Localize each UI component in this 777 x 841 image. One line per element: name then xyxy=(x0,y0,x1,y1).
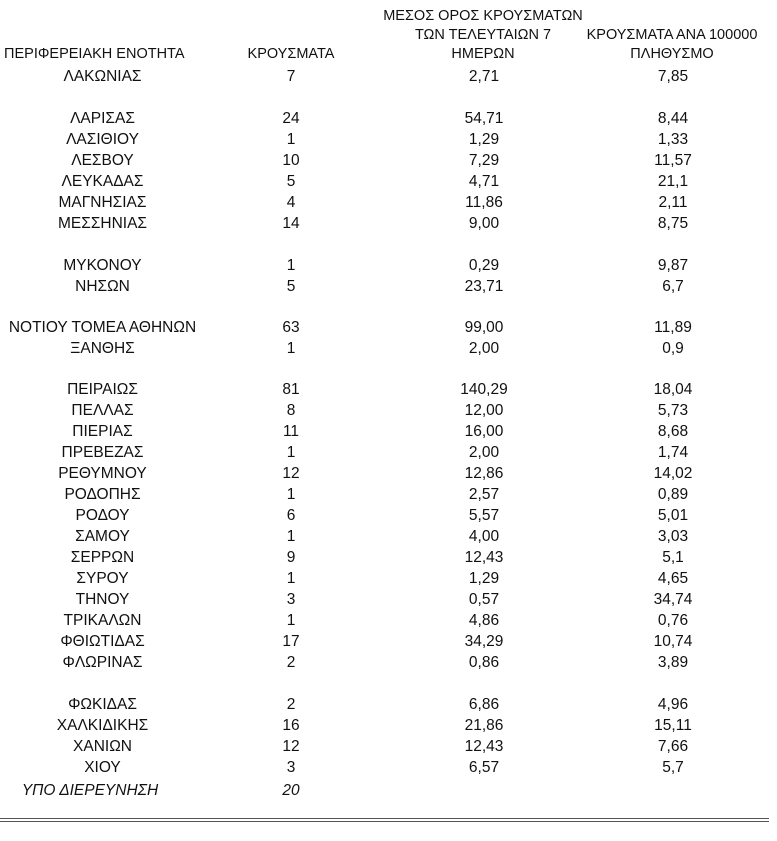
cases-cell: 1 xyxy=(286,570,296,587)
header-average-line-3: ΗΜΕΡΩΝ xyxy=(451,46,515,62)
header-per-line-1: ΚΡΟΥΣΜΑΤΑ ΑΝΑ 100000 xyxy=(586,27,758,43)
table-row xyxy=(0,213,777,234)
table-row xyxy=(0,547,777,568)
header-average-7-days xyxy=(368,7,598,64)
table-row xyxy=(0,631,777,652)
average-cell: 9,00 xyxy=(468,215,500,232)
per-100000-cell: 4,96 xyxy=(657,696,689,713)
table-row xyxy=(0,171,777,192)
average-cell: 12,43 xyxy=(464,738,504,755)
per-100000-cell: 5,01 xyxy=(657,507,689,524)
per-100000-cell: 8,68 xyxy=(657,423,689,440)
cases-cell: 11 xyxy=(282,423,300,440)
table-row xyxy=(0,108,777,129)
per-100000-cell: 11,89 xyxy=(654,319,692,336)
region-cell: ΛΑΣΙΘΙΟΥ xyxy=(66,131,139,148)
average-cell: 2,00 xyxy=(468,444,500,461)
cases-cell: 2 xyxy=(286,696,296,713)
table-row xyxy=(0,463,777,484)
average-cell: 1,29 xyxy=(468,131,500,148)
region-cell: ΦΛΩΡΙΝΑΣ xyxy=(62,654,143,671)
per-100000-cell: 6,7 xyxy=(662,278,684,295)
cases-cell: 8 xyxy=(286,402,296,419)
average-cell: 6,57 xyxy=(468,759,500,776)
region-cell: ΠΙΕΡΙΑΣ xyxy=(72,423,133,440)
region-cell: ΡΕΘΥΜΝΟΥ xyxy=(58,465,147,482)
header-per-line-2: ΠΛΗΘΥΣΜΟ xyxy=(630,46,714,62)
per-100000-cell: 8,44 xyxy=(657,110,689,127)
region-cell: ΠΕΛΛΑΣ xyxy=(71,402,134,419)
cases-cell: 6 xyxy=(286,507,296,524)
cases-cell: 1 xyxy=(286,528,296,545)
per-100000-cell: 8,75 xyxy=(657,215,689,232)
region-cell: ΛΑΚΩΝΙΑΣ xyxy=(63,68,142,85)
per-100000-cell: 0,9 xyxy=(662,340,684,357)
header-average-line-2: ΤΩΝ ΤΕΛΕΥΤΑΙΩΝ 7 xyxy=(414,27,552,43)
per-100000-cell: 7,85 xyxy=(657,68,689,85)
per-100000-cell: 3,89 xyxy=(657,654,689,671)
under-investigation-label: ΥΠΟ ΔΙΕΡΕΥΝΗΣΗ xyxy=(21,782,159,799)
table-row xyxy=(0,652,777,673)
cases-cell: 9 xyxy=(286,549,296,566)
table-row xyxy=(0,526,777,547)
region-cell: ΤΡΙΚΑΛΩΝ xyxy=(63,612,142,629)
table-row xyxy=(0,715,777,736)
average-cell: 12,00 xyxy=(464,402,504,419)
average-cell: 12,43 xyxy=(464,549,504,566)
per-100000-cell: 10,74 xyxy=(653,633,693,650)
average-cell: 54,71 xyxy=(464,110,504,127)
cases-cell: 1 xyxy=(286,486,296,503)
cases-cell: 2 xyxy=(286,654,296,671)
cases-cell: 5 xyxy=(286,278,296,295)
region-cell: ΞΑΝΘΗΣ xyxy=(70,340,135,357)
table-row xyxy=(0,736,777,757)
cases-cell: 14 xyxy=(282,215,300,232)
average-cell: 23,71 xyxy=(464,278,504,295)
average-cell: 4,71 xyxy=(468,173,500,190)
bottom-rule-bottom xyxy=(0,821,769,822)
cases-cell: 3 xyxy=(286,591,296,608)
region-cell: ΣΑΜΟΥ xyxy=(75,528,130,545)
table-row xyxy=(0,610,777,631)
region-cell: ΡΟΔΟΠΗΣ xyxy=(64,486,141,503)
region-cell: ΧΑΝΙΩΝ xyxy=(73,738,132,755)
average-cell: 34,29 xyxy=(464,633,504,650)
table-row xyxy=(0,276,777,297)
per-100000-cell: 7,66 xyxy=(657,738,689,755)
table-row xyxy=(0,379,777,400)
average-cell: 4,00 xyxy=(468,528,500,545)
per-100000-cell: 5,7 xyxy=(662,759,684,776)
cases-cell: 1 xyxy=(286,612,296,629)
cases-cell: 7 xyxy=(286,68,296,85)
header-region: ΠΕΡΙΦΕΡΕΙΑΚΗ ΕΝΟΤΗΤΑ xyxy=(4,46,185,62)
region-cell: ΣΕΡΡΩΝ xyxy=(70,549,135,566)
average-cell: 0,57 xyxy=(468,591,500,608)
average-cell: 7,29 xyxy=(468,152,500,169)
region-cell: ΠΕΙΡΑΙΩΣ xyxy=(67,381,138,398)
table-row xyxy=(0,129,777,150)
average-cell: 21,86 xyxy=(464,717,504,734)
table-row xyxy=(0,568,777,589)
average-cell: 99,00 xyxy=(464,319,504,336)
under-investigation-cases: 20 xyxy=(282,782,300,799)
table-row xyxy=(0,421,777,442)
header-cases: ΚΡΟΥΣΜΑΤΑ xyxy=(247,46,335,62)
region-cell: ΧΑΛΚΙΔΙΚΗΣ xyxy=(56,717,149,734)
region-cell: ΝΗΣΩΝ xyxy=(75,278,130,295)
per-100000-cell: 34,74 xyxy=(653,591,693,608)
cases-cell: 3 xyxy=(286,759,296,776)
table-row xyxy=(0,338,777,359)
cases-cell: 1 xyxy=(286,444,296,461)
region-cell: ΡΟΔΟΥ xyxy=(75,507,130,524)
table-row xyxy=(0,150,777,171)
average-cell: 11,86 xyxy=(465,194,503,211)
per-100000-cell: 9,87 xyxy=(657,257,689,274)
region-cell: ΦΘΙΩΤΙΔΑΣ xyxy=(60,633,145,650)
table-row xyxy=(0,400,777,421)
average-cell: 140,29 xyxy=(460,381,508,398)
table-row xyxy=(0,442,777,463)
per-100000-cell: 11,57 xyxy=(654,152,692,169)
cases-cell: 1 xyxy=(286,257,296,274)
table-row xyxy=(0,505,777,526)
table-row xyxy=(0,66,777,87)
under-investigation-row xyxy=(0,780,777,801)
region-cell: ΜΑΓΝΗΣΙΑΣ xyxy=(58,194,147,211)
region-cell: ΛΕΣΒΟΥ xyxy=(71,152,134,169)
table-row xyxy=(0,484,777,505)
per-100000-cell: 5,1 xyxy=(662,549,684,566)
cases-cell: 24 xyxy=(282,110,300,127)
average-cell: 1,29 xyxy=(468,570,500,587)
region-cell: ΛΕΥΚΑΔΑΣ xyxy=(61,173,144,190)
average-cell: 0,29 xyxy=(468,257,500,274)
table-row xyxy=(0,255,777,276)
per-100000-cell: 1,33 xyxy=(657,131,689,148)
region-cell: ΦΩΚΙΔΑΣ xyxy=(68,696,137,713)
cases-cell: 1 xyxy=(286,131,296,148)
cases-cell: 4 xyxy=(286,194,296,211)
region-cell: ΧΙΟΥ xyxy=(84,759,121,776)
average-cell: 5,57 xyxy=(468,507,500,524)
per-100000-cell: 21,1 xyxy=(657,173,689,190)
per-100000-cell: 5,73 xyxy=(657,402,689,419)
region-cell: ΤΗΝΟΥ xyxy=(75,591,130,608)
per-100000-cell: 18,04 xyxy=(653,381,693,398)
region-cell: ΣΥΡΟΥ xyxy=(76,570,129,587)
table-row xyxy=(0,589,777,610)
per-100000-cell: 14,02 xyxy=(653,465,693,482)
cases-cell: 12 xyxy=(282,465,300,482)
cases-cell: 1 xyxy=(286,340,296,357)
cases-cell: 81 xyxy=(282,381,300,398)
average-cell: 0,86 xyxy=(468,654,500,671)
table-row xyxy=(0,192,777,213)
cases-cell: 17 xyxy=(282,633,300,650)
per-100000-cell: 15,11 xyxy=(654,717,692,734)
cases-cell: 16 xyxy=(282,717,300,734)
per-100000-cell: 1,74 xyxy=(657,444,689,461)
bottom-rule-top xyxy=(0,818,769,819)
table-row xyxy=(0,757,777,778)
region-cell: ΜΕΣΣΗΝΙΑΣ xyxy=(57,215,148,232)
cases-cell: 10 xyxy=(282,152,300,169)
cases-cell: 5 xyxy=(286,173,296,190)
region-cell: ΜΥΚΟΝΟΥ xyxy=(63,257,142,274)
per-100000-cell: 3,03 xyxy=(657,528,689,545)
per-100000-cell: 0,76 xyxy=(657,612,689,629)
average-cell: 12,86 xyxy=(464,465,504,482)
average-cell: 16,00 xyxy=(464,423,504,440)
per-100000-cell: 2,11 xyxy=(658,194,688,211)
region-cell: ΠΡΕΒΕΖΑΣ xyxy=(61,444,144,461)
average-cell: 4,86 xyxy=(468,612,500,629)
header-cases-per-100000 xyxy=(572,26,772,64)
header-average-line-1: ΜΕΣΟΣ ΟΡΟΣ ΚΡΟΥΣΜΑΤΩΝ xyxy=(383,8,583,24)
cases-cell: 12 xyxy=(282,738,300,755)
table-row xyxy=(0,317,777,338)
per-100000-cell: 4,65 xyxy=(657,570,689,587)
cases-cell: 63 xyxy=(282,319,300,336)
per-100000-cell: 0,89 xyxy=(657,486,689,503)
table-row xyxy=(0,694,777,715)
region-cell: ΝΟΤΙΟΥ ΤΟΜΕΑ ΑΘΗΝΩΝ xyxy=(8,319,197,336)
average-cell: 2,71 xyxy=(468,68,500,85)
average-cell: 6,86 xyxy=(468,696,500,713)
region-cell: ΛΑΡΙΣΑΣ xyxy=(70,110,135,127)
average-cell: 2,00 xyxy=(468,340,500,357)
average-cell: 2,57 xyxy=(468,486,500,503)
